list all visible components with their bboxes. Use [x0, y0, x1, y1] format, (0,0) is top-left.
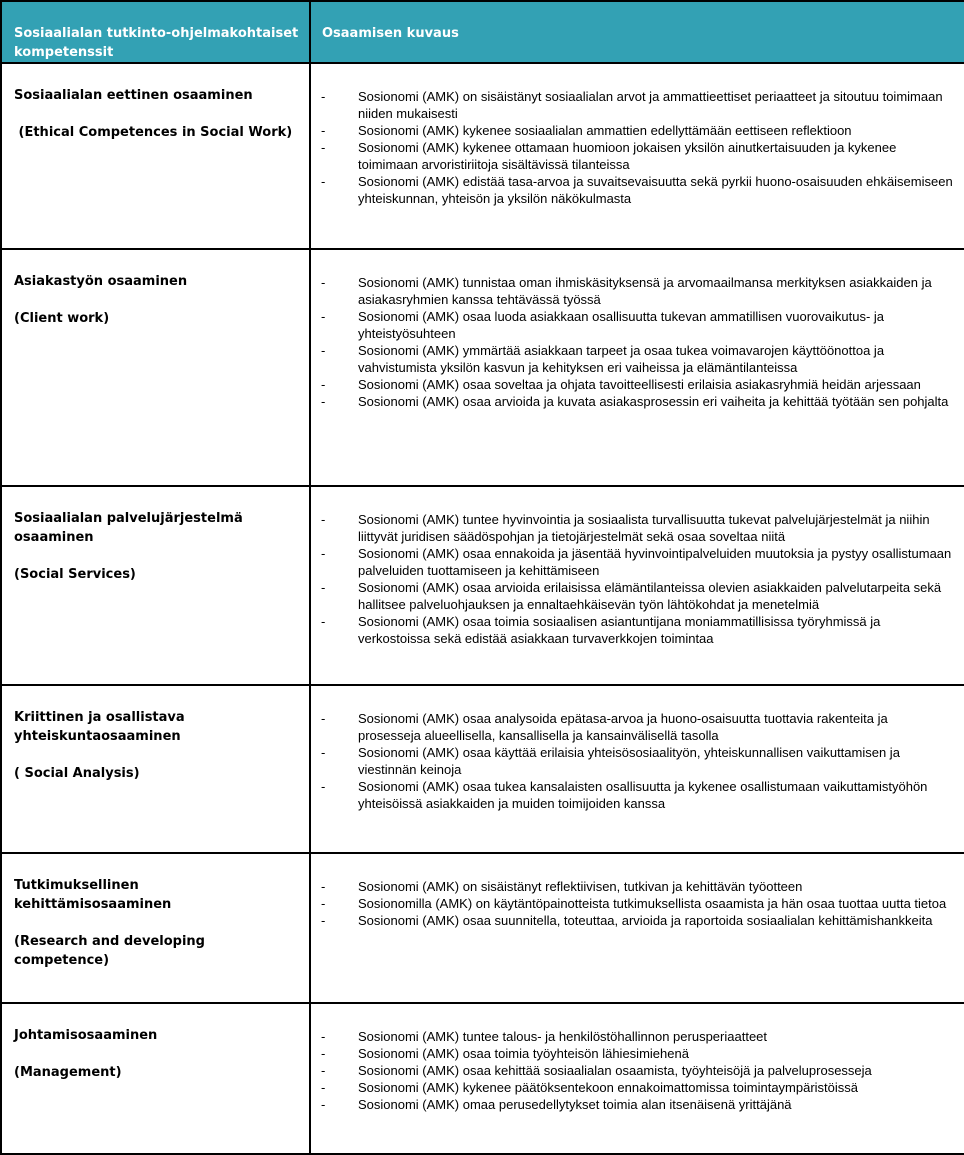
competence-name-en: (Social Services) [14, 567, 136, 582]
competence-name-en: (Research and developing competence) [14, 934, 205, 968]
dash-bullet-icon: - [321, 1063, 326, 1078]
dash-bullet-icon: - [321, 779, 326, 794]
competence-name-en: (Client work) [14, 311, 110, 326]
dash-bullet-icon: - [321, 745, 326, 760]
table-row [1, 249, 964, 486]
competence-cell [1, 63, 310, 249]
list-item [321, 1079, 954, 1096]
list-item [321, 511, 954, 545]
header-description: Osaamisen kuvaus [310, 1, 964, 63]
table-row [1, 63, 964, 249]
header-row [1, 1, 964, 63]
dash-bullet-icon: - [321, 309, 326, 324]
item-text: Sosionomi (AMK) kykenee päätöksentekoon ennakoimattomissa toimintaympäristöissä [358, 1080, 859, 1095]
list-item [321, 545, 954, 579]
list-item [321, 613, 954, 647]
competence-name-fi: Kriittinen ja osallistava yhteiskuntaosaaminen [14, 710, 185, 744]
item-text: Sosionomi (AMK) osaa suunnitella, toteuttaa, arvioida ja raportoida sosiaalialan kehittämishankkeita [358, 913, 933, 928]
dash-bullet-icon: - [321, 394, 326, 409]
description-cell [310, 1003, 964, 1154]
list-item [321, 308, 954, 342]
list-item [321, 274, 954, 308]
competence-name-fi: Asiakastyön osaaminen [14, 274, 188, 289]
item-text: Sosionomi (AMK) tuntee talous- ja henkilöstöhallinnon perusperiaatteet [358, 1029, 768, 1044]
competence-cell [1, 853, 310, 1003]
item-text: Sosionomi (AMK) ymmärtää asiakkaan tarpeet ja osaa tukea voimavarojen käyttöönottoa ja vahvistumista yksilön kasvun ja kehityksen eri vaiheissa ja elämäntilanteissa [358, 343, 885, 375]
list-item [321, 1028, 954, 1045]
item-text: Sosionomi (AMK) osaa ennakoida ja jäsentää hyvinvointipalveluiden muutoksia ja pystyy osallistumaan palveluiden tuottamiseen ja kehittämiseen [358, 546, 952, 578]
dash-bullet-icon: - [321, 1080, 326, 1095]
table-row [1, 853, 964, 1003]
dash-bullet-icon: - [321, 174, 326, 189]
competence-cell [1, 1003, 310, 1154]
list-item [321, 895, 954, 912]
list-item [321, 1045, 954, 1062]
item-text: Sosionomi (AMK) kykenee ottamaan huomioon jokaisen yksilön ainutkertaisuuden ja kykenee toimimaan arvoristiriitoja sisältävissä tilanteissa [358, 140, 897, 172]
dash-bullet-icon: - [321, 377, 326, 392]
list-item [321, 1062, 954, 1079]
item-text: Sosionomi (AMK) edistää tasa-arvoa ja suvaitsevaisuutta sekä pyrkii huono-osaisuuden ehkäisemiseen yhteiskunnan, yhteisön ja yksilön näkökulmasta [358, 174, 953, 206]
dash-bullet-icon: - [321, 546, 326, 561]
list-item [321, 878, 954, 895]
item-text: Sosionomi (AMK) tuntee hyvinvointia ja sosiaalista turvallisuutta tukevat palvelujärjestelmät ja niihin liittyvät juridisen säädöspohjan ja tietojärjestelmät sekä osaa soveltaa niitä [358, 512, 930, 544]
item-text: Sosionomi (AMK) osaa arvioida erilaisissa elämäntilanteissa olevien asiakkaiden palvelutarpeita sekä hallitsee palveluohjauksen ja ennaltaehkäisevän työn lähtökohdat ja menetelmiä [358, 580, 942, 612]
dash-bullet-icon: - [321, 580, 326, 595]
list-item [321, 376, 954, 393]
dash-bullet-icon: - [321, 512, 326, 527]
competence-name-fi: Sosiaalialan eettinen osaaminen [14, 88, 253, 103]
list-item [321, 88, 954, 122]
list-item [321, 710, 954, 744]
dash-bullet-icon: - [321, 343, 326, 358]
item-text: Sosionomi (AMK) tunnistaa oman ihmiskäsityksensä ja arvomaailmansa merkityksen asiakkaiden ja asiakasryhmien kanssa tehtävässä työssä [358, 275, 932, 307]
item-text: Sosionomi (AMK) omaa perusedellytykset toimia alan itsenäisenä yrittäjänä [358, 1097, 792, 1112]
dash-bullet-icon: - [321, 614, 326, 629]
list-item [321, 122, 954, 139]
dash-bullet-icon: - [321, 913, 326, 928]
list-item [321, 1096, 954, 1113]
dash-bullet-icon: - [321, 1029, 326, 1044]
list-item [321, 579, 954, 613]
dash-bullet-icon: - [321, 1046, 326, 1061]
dash-bullet-icon: - [321, 89, 326, 104]
list-item [321, 173, 954, 207]
item-text: Sosionomi (AMK) osaa toimia sosiaalisen asiantuntijana moniammatillisissa työryhmissä ja verkostoissa sekä edistää asiakkaan turvaverkkojen toimintaa [358, 614, 881, 646]
list-item [321, 393, 954, 410]
description-cell [310, 486, 964, 685]
table-row [1, 1003, 964, 1154]
item-text: Sosionomi (AMK) osaa luoda asiakkaan osallisuutta tukevan ammatillisen vuorovaikutus- ja yhteistyösuhteen [358, 309, 885, 341]
item-text: Sosionomi (AMK) osaa soveltaa ja ohjata tavoitteellisesti erilaisia asiakasryhmiä heidän arjessaan [358, 377, 921, 392]
dash-bullet-icon: - [321, 1097, 326, 1112]
item-text: Sosionomi (AMK) osaa tukea kansalaisten osallisuutta ja kykenee osallistumaan vaikuttamistyöhön yhteisöissä asiakkaiden ja muiden toimijoiden kanssa [358, 779, 928, 811]
item-text: Sosionomi (AMK) on sisäistänyt sosiaalialan arvot ja ammattieettiset periaatteet ja sitoutuu toimimaan niiden mukaisesti [358, 89, 943, 121]
list-item [321, 744, 954, 778]
item-text: Sosionomi (AMK) osaa kehittää sosiaalialan osaamista, työyhteisöjä ja palveluprosesseja [358, 1063, 872, 1078]
item-text: Sosionomi (AMK) kykenee sosiaalialan ammattien edellyttämään eettiseen reflektioon [358, 123, 852, 138]
competence-cell [1, 249, 310, 486]
list-item [321, 778, 954, 812]
list-item [321, 342, 954, 376]
item-text: Sosionomi (AMK) on sisäistänyt reflektiivisen, tutkivan ja kehittävän työotteen [358, 879, 803, 894]
dash-bullet-icon: - [321, 140, 326, 155]
list-item [321, 912, 954, 929]
dash-bullet-icon: - [321, 123, 326, 138]
item-text: Sosionomilla (AMK) on käytäntöpainotteista tutkimuksellista osaamista ja hän osaa tuottaa uutta tietoa [358, 896, 947, 911]
item-text: Sosionomi (AMK) osaa analysoida epätasa-arvoa ja huono-osaisuutta tuottavia rakenteita ja prosesseja alueellisella, kansallisella ja kansainvälisellä tasolla [358, 711, 888, 743]
header-competence: Sosiaalialan tutkinto-ohjelmakohtaiset kompetenssit [1, 1, 310, 63]
dash-bullet-icon: - [321, 896, 326, 911]
competence-name-fi: Tutkimuksellinen kehittämisosaaminen [14, 878, 172, 912]
table-row [1, 685, 964, 853]
dash-bullet-icon: - [321, 879, 326, 894]
list-item [321, 139, 954, 173]
dash-bullet-icon: - [321, 275, 326, 290]
competence-name-en: (Ethical Competences in Social Work) [14, 125, 293, 140]
competence-name-fi: Sosiaalialan palvelujärjestelmä osaaminen [14, 511, 243, 545]
description-cell [310, 685, 964, 853]
item-text: Sosionomi (AMK) osaa käyttää erilaisia yhteisösosiaalityön, yhteiskunnallisen vaikuttamisen ja viestinnän keinoja [358, 745, 900, 777]
item-text: Sosionomi (AMK) osaa arvioida ja kuvata asiakasprosessin eri vaiheita ja kehittää työtään sen pohjalta [358, 394, 949, 409]
description-cell [310, 63, 964, 249]
description-cell [310, 249, 964, 486]
description-cell [310, 853, 964, 1003]
competence-name-fi: Johtamisosaaminen [14, 1028, 158, 1043]
competence-name-en: ( Social Analysis) [14, 766, 140, 781]
competence-name-en: (Management) [14, 1065, 122, 1080]
competence-cell [1, 685, 310, 853]
table-row [1, 486, 964, 685]
item-text: Sosionomi (AMK) osaa toimia työyhteisön lähiesimiehenä [358, 1046, 689, 1061]
dash-bullet-icon: - [321, 711, 326, 726]
competence-cell [1, 486, 310, 685]
